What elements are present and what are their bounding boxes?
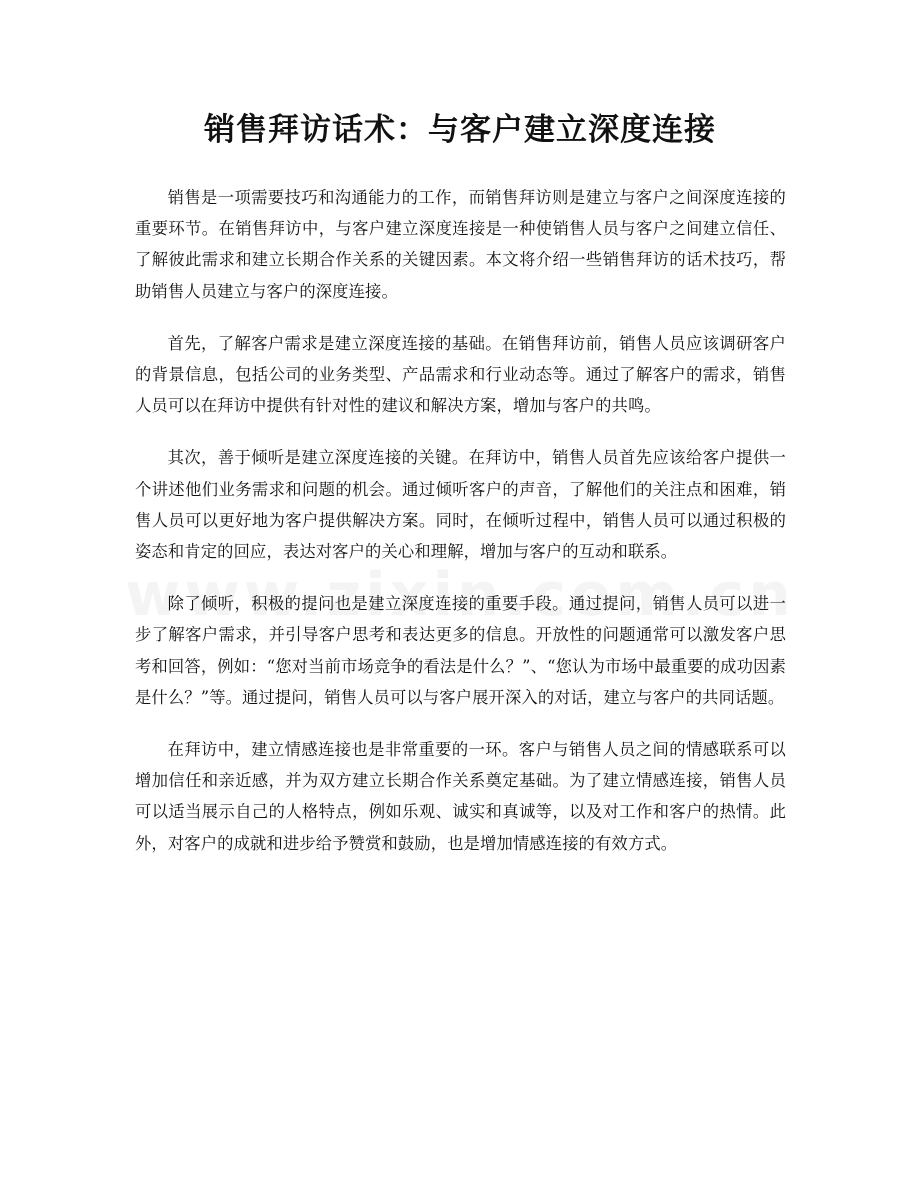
document-title: 销售拜访话术：与客户建立深度连接 xyxy=(204,112,716,148)
paragraph-listening: 其次，善于倾听是建立深度连接的关键。在拜访中，销售人员首先应该给客户提供一个讲述他们业务需求和问题的机会。通过倾听客户的声音，了解他们的关注点和困难，销售人员可以更好地为客户提供解决方案。同时，在倾听过程中，销售人员可以通过积极的姿态和肯定的回应，表达对客户的关心和理解，增加与客户的互动和联系。 xyxy=(135,448,786,562)
document-body xyxy=(135,182,786,880)
paragraph-understand-needs: 首先，了解客户需求是建立深度连接的基础。在销售拜访前，销售人员应该调研客户的背景信息，包括公司的业务类型、产品需求和行业动态等。通过了解客户的需求，销售人员可以在拜访中提供有针对性的建议和解决方案，增加与客户的共鸣。 xyxy=(135,333,786,416)
paragraph-questioning: 除了倾听，积极的提问也是建立深度连接的重要手段。通过提问，销售人员可以进一步了解客户需求，并引导客户思考和表达更多的信息。开放性的问题通常可以激发客户思考和回答，例如：“您对当前市场竞争的看法是什么？”、“您认为市场中最重要的成功因素是什么？”等。通过提问，销售人员可以与客户展开深入的对话，建立与客户的共同话题。 xyxy=(135,594,786,707)
paragraph-intro: 销售是一项需要技巧和沟通能力的工作，而销售拜访则是建立与客户之间深度连接的重要环节。在销售拜访中，与客户建立深度连接是一种使销售人员与客户之间建立信任、了解彼此需求和建立长期合作关系的关键因素。本文将介绍一些销售拜访的话术技巧，帮助销售人员建立与客户的深度连接。 xyxy=(135,188,786,301)
paragraph-emotional-connection: 在拜访中，建立情感连接也是非常重要的一环。客户与销售人员之间的情感联系可以增加信任和亲近感，并为双方建立长期合作关系奠定基础。为了建立情感连接，销售人员可以适当展示自己的人格特点，例如乐观、诚实和真诚等，以及对工作和客户的热情。此外，对客户的成就和进步给予赞赏和鼓励，也是增加情感连接的有效方式。 xyxy=(135,740,786,853)
